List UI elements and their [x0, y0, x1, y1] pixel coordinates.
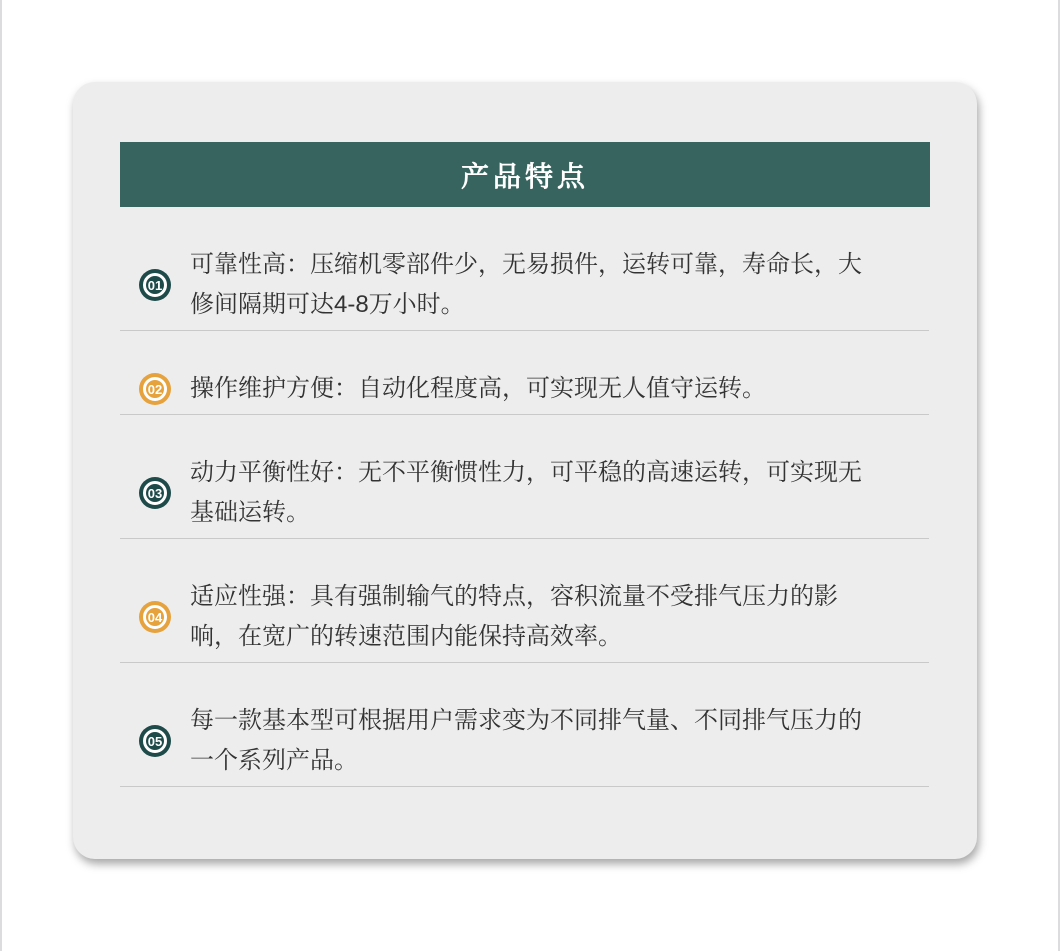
feature-item [120, 539, 929, 663]
page-title: 产品特点 [460, 160, 589, 192]
features-list [120, 207, 929, 787]
product-features-card [73, 82, 977, 859]
feature-text: 操作维护方便：自动化程度高，可实现无人值守运转。 [190, 375, 766, 402]
feature-number-badge: 03 [143, 481, 167, 505]
feature-number-badge: 04 [143, 605, 167, 629]
feature-item [120, 207, 929, 331]
feature-number-badge: 05 [143, 729, 167, 753]
feature-number-badge: 02 [143, 377, 167, 401]
section-header-banner [120, 142, 930, 207]
feature-text: 可靠性高：压缩机零部件少，无易损件，运转可靠，寿命长，大修间隔期可达4-8万小时。 [190, 251, 862, 318]
feature-text: 动力平衡性好：无不平衡惯性力，可平稳的高速运转，可实现无基础运转。 [190, 459, 862, 526]
feature-item [120, 415, 929, 539]
feature-text: 每一款基本型可根据用户需求变为不同排气量、不同排气压力的一个系列产品。 [190, 707, 862, 774]
feature-item [120, 663, 929, 787]
feature-item [120, 331, 929, 415]
feature-text: 适应性强：具有强制输气的特点，容积流量不受排气压力的影响，在宽广的转速范围内能保持高效率。 [190, 583, 838, 650]
feature-number-badge: 01 [143, 273, 167, 297]
